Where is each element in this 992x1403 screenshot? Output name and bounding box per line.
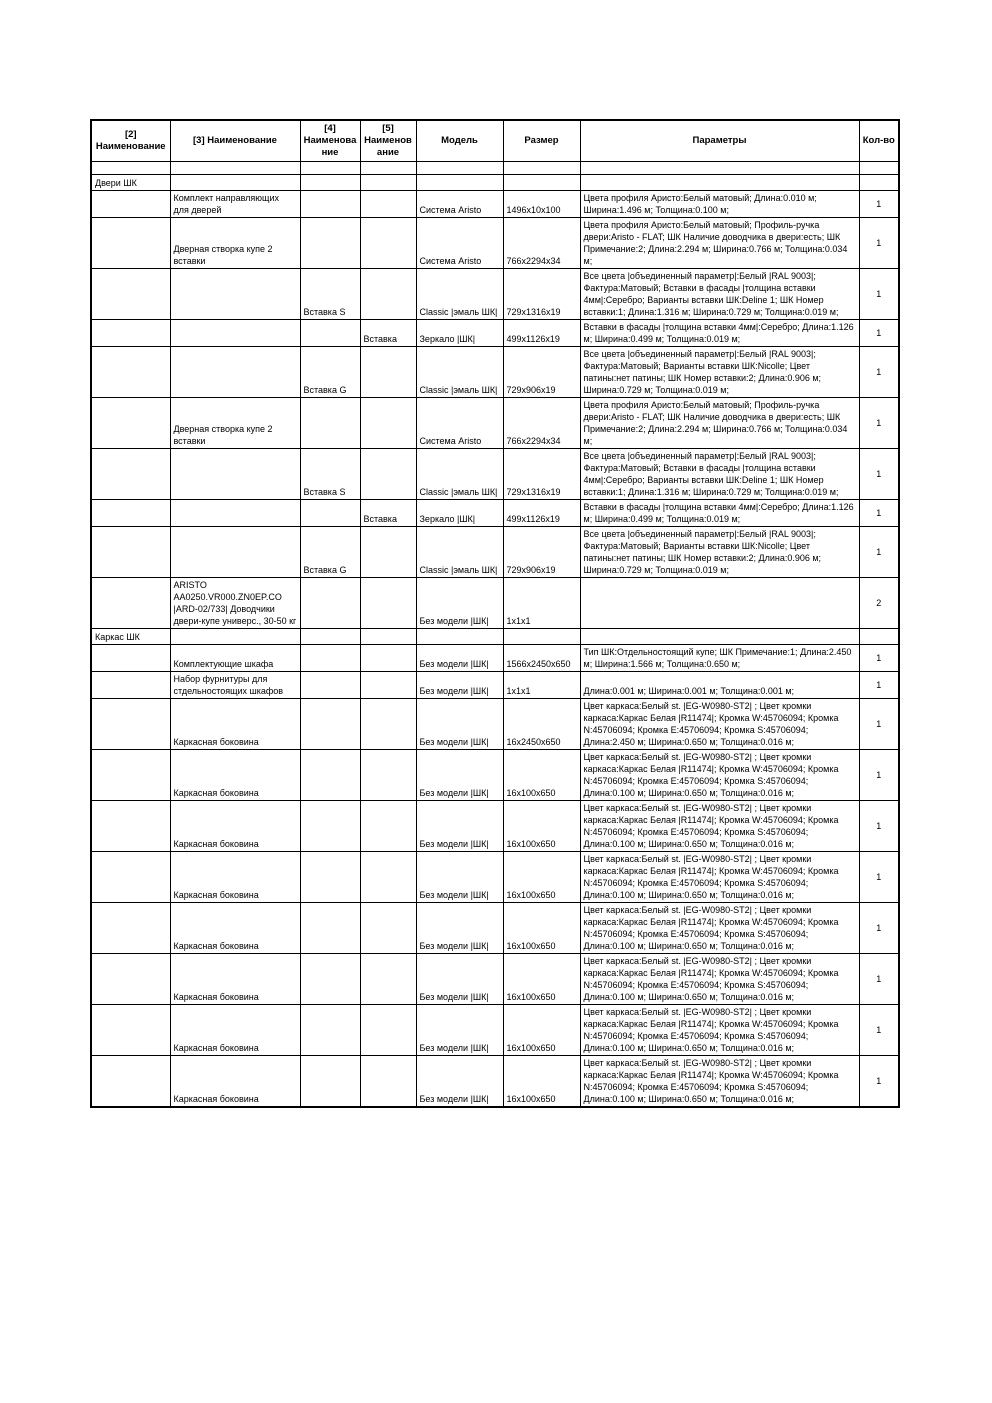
cell-name5 <box>360 699 416 750</box>
cell-name5: Вставка <box>360 320 416 347</box>
cell-name3 <box>170 500 300 527</box>
cell-params: Цвет каркаса:Белый st. |EG-W0980-ST2| ; Цвет кромки каркаса:Каркас Белая |R11474|; Кромка W:45706094; Кромка N:45706094; Кромка E:45706094; Кромка S:45706094; Длина:2.450 м; Ширина:0.650 м; Толщина:0.016 м; <box>580 699 859 750</box>
cell-name4 <box>300 750 360 801</box>
cell-params: Длина:0.001 м; Ширина:0.001 м; Толщина:0.001 м; <box>580 672 859 699</box>
cell-qty: 1 <box>859 320 899 347</box>
cell-size: 729x906x19 <box>503 347 580 398</box>
cell-name2 <box>91 191 170 218</box>
header-col2-label: Наименование <box>95 141 166 152</box>
cell-name5 <box>360 954 416 1005</box>
spacer-row <box>91 162 899 175</box>
cell-name5 <box>360 218 416 269</box>
cell-name5 <box>360 903 416 954</box>
item-row <box>91 750 899 801</box>
cell-model: Система Aristo <box>416 218 503 269</box>
section-row <box>91 629 899 645</box>
cell-name4 <box>300 1005 360 1056</box>
cell-name4 <box>300 1056 360 1108</box>
cell-name4 <box>300 398 360 449</box>
cell-name2 <box>91 449 170 500</box>
cell-qty: 1 <box>859 852 899 903</box>
header-col4-name <box>300 120 360 162</box>
cell-model <box>416 175 503 191</box>
cell-name3: Комплектующие шкафа <box>170 645 300 672</box>
cell-params <box>580 175 859 191</box>
cell-model: Без модели |ШК| <box>416 578 503 629</box>
cell-model <box>416 162 503 175</box>
item-row <box>91 1056 899 1108</box>
cell-model: Без модели |ШК| <box>416 852 503 903</box>
cell-qty: 1 <box>859 903 899 954</box>
cell-qty <box>859 162 899 175</box>
header-params: Параметры <box>580 120 859 162</box>
cell-qty: 1 <box>859 398 899 449</box>
cell-size: 1x1x1 <box>503 672 580 699</box>
cell-name4 <box>300 191 360 218</box>
cell-name2: Каркас ШК <box>91 629 170 645</box>
cell-name4: Вставка S <box>300 269 360 320</box>
cell-name3 <box>170 347 300 398</box>
cell-name5 <box>360 449 416 500</box>
cell-name4 <box>300 801 360 852</box>
cell-name5 <box>360 347 416 398</box>
cell-size: 729x906x19 <box>503 527 580 578</box>
section-row <box>91 175 899 191</box>
cell-name5 <box>360 672 416 699</box>
cell-name4 <box>300 645 360 672</box>
cell-params: Вставки в фасады |толщина вставки 4мм|:Серебро; Длина:1.126 м; Ширина:0.499 м; Толщина:0.019 м; <box>580 500 859 527</box>
cell-name2 <box>91 1056 170 1108</box>
cell-name2 <box>91 1005 170 1056</box>
cell-name2 <box>91 852 170 903</box>
header-col2-name <box>91 120 170 162</box>
header-qty: Кол-во <box>859 120 899 162</box>
cell-model: Classic |эмаль ШК| <box>416 527 503 578</box>
cell-size: 499x1126x19 <box>503 320 580 347</box>
cell-params <box>580 578 859 629</box>
cell-qty: 1 <box>859 500 899 527</box>
cell-name2 <box>91 645 170 672</box>
cell-params <box>580 162 859 175</box>
cell-params: Цвета профиля Аристо:Белый матовый; Длина:0.010 м; Ширина:1.496 м; Толщина:0.100 м; <box>580 191 859 218</box>
cell-qty: 1 <box>859 527 899 578</box>
cell-size: 16x100x650 <box>503 1005 580 1056</box>
cell-size: 1496x10x100 <box>503 191 580 218</box>
cell-model: Без модели |ШК| <box>416 645 503 672</box>
item-row <box>91 903 899 954</box>
cell-model: Classic |эмаль ШК| <box>416 347 503 398</box>
header-col2-tag: [2] <box>124 129 137 140</box>
cell-model: Classic |эмаль ШК| <box>416 449 503 500</box>
cell-size: 16x100x650 <box>503 801 580 852</box>
cell-model: Без модели |ШК| <box>416 801 503 852</box>
cell-name5: Вставка <box>360 500 416 527</box>
cell-model: Система Aristo <box>416 191 503 218</box>
cell-model: Без модели |ШК| <box>416 699 503 750</box>
cell-name4: Вставка S <box>300 449 360 500</box>
cell-params: Цвет каркаса:Белый st. |EG-W0980-ST2| ; Цвет кромки каркаса:Каркас Белая |R11474|; Кромка W:45706094; Кромка N:45706094; Кромка E:45706094; Кромка S:45706094; Длина:0.100 м; Ширина:0.650 м; Толщина:0.016 м; <box>580 954 859 1005</box>
cell-name3 <box>170 527 300 578</box>
header-col5-tag: [5] <box>382 123 394 134</box>
item-row <box>91 578 899 629</box>
cell-name2 <box>91 269 170 320</box>
cell-name2: Двери ШК <box>91 175 170 191</box>
cell-qty: 1 <box>859 449 899 500</box>
cell-name4 <box>300 500 360 527</box>
item-row <box>91 672 899 699</box>
cell-name3: Набор фурнитуры для стдельностоящих шкафов <box>170 672 300 699</box>
cell-name3 <box>170 320 300 347</box>
cell-size: 766x2294x34 <box>503 398 580 449</box>
cell-qty: 1 <box>859 269 899 320</box>
header-row <box>91 120 899 162</box>
cell-params: Все цвета |объединенный параметр|:Белый |RAL 9003|; Фактура:Матовый; Варианты вставки ШК:Nicolle; Цвет патины:нет патины; ШК Номер вставки:2; Длина:0.906 м; Ширина:0.729 м; Толщина:0.019 м; <box>580 527 859 578</box>
cell-size: 766x2294x34 <box>503 218 580 269</box>
cell-name4 <box>300 852 360 903</box>
header-col4-label: Наименование <box>303 135 357 158</box>
cell-name5 <box>360 527 416 578</box>
cell-name5 <box>360 162 416 175</box>
item-row <box>91 527 899 578</box>
cell-name5 <box>360 801 416 852</box>
cell-size <box>503 175 580 191</box>
cell-name3: ARISTO AA0250.VR000.ZN0EP.CO |ARD-02/733| Доводчики двери-купе универс., 30-50 кг <box>170 578 300 629</box>
cell-name2 <box>91 954 170 1005</box>
cell-name4 <box>300 218 360 269</box>
cell-params: Цвета профиля Аристо:Белый матовый; Профиль-ручка двери:Aristo - FLAT; ШК Наличие доводчика в двери:есть; ШК Примечание:2; Длина:2.294 м; Ширина:0.766 м; Толщина:0.034 м; <box>580 218 859 269</box>
cell-name2 <box>91 672 170 699</box>
cell-qty: 1 <box>859 801 899 852</box>
cell-qty: 1 <box>859 750 899 801</box>
cell-size: 16x100x650 <box>503 750 580 801</box>
cell-name2 <box>91 347 170 398</box>
cell-qty: 2 <box>859 578 899 629</box>
cell-name5 <box>360 175 416 191</box>
cell-qty: 1 <box>859 347 899 398</box>
cell-model: Без модели |ШК| <box>416 1056 503 1108</box>
cell-name2 <box>91 750 170 801</box>
cell-params: Цвет каркаса:Белый st. |EG-W0980-ST2| ; Цвет кромки каркаса:Каркас Белая |R11474|; Кромка W:45706094; Кромка N:45706094; Кромка E:45706094; Кромка S:45706094; Длина:0.100 м; Ширина:0.650 м; Толщина:0.016 м; <box>580 903 859 954</box>
item-row <box>91 1005 899 1056</box>
cell-name2 <box>91 903 170 954</box>
cell-name4 <box>300 320 360 347</box>
cell-params: Все цвета |объединенный параметр|:Белый |RAL 9003|; Фактура:Матовый; Вставки в фасады |толщина вставки 4мм|:Серебро; Варианты вставки ШК:Deline 1; ШК Номер вставки:1; Длина:1.316 м; Ширина:0.729 м; Толщина:0.019 м; <box>580 449 859 500</box>
cell-params: Цвет каркаса:Белый st. |EG-W0980-ST2| ; Цвет кромки каркаса:Каркас Белая |R11474|; Кромка W:45706094; Кромка N:45706094; Кромка E:45706094; Кромка S:45706094; Длина:0.100 м; Ширина:0.650 м; Толщина:0.016 м; <box>580 801 859 852</box>
cell-name3 <box>170 629 300 645</box>
cell-name4 <box>300 672 360 699</box>
cell-size: 1566x2450x650 <box>503 645 580 672</box>
specification-table <box>90 119 900 1108</box>
cell-size: 16x100x650 <box>503 903 580 954</box>
item-row <box>91 347 899 398</box>
cell-qty: 1 <box>859 191 899 218</box>
cell-model: Без модели |ШК| <box>416 1005 503 1056</box>
cell-name4: Вставка G <box>300 527 360 578</box>
cell-name4 <box>300 578 360 629</box>
cell-qty <box>859 629 899 645</box>
cell-name4: Вставка G <box>300 347 360 398</box>
cell-name4 <box>300 954 360 1005</box>
cell-name5 <box>360 1005 416 1056</box>
cell-name3: Каркасная боковина <box>170 750 300 801</box>
cell-size <box>503 162 580 175</box>
cell-name3: Каркасная боковина <box>170 801 300 852</box>
cell-name3: Каркасная боковина <box>170 1056 300 1108</box>
cell-name4 <box>300 903 360 954</box>
cell-name2 <box>91 801 170 852</box>
cell-name3 <box>170 175 300 191</box>
cell-name3 <box>170 269 300 320</box>
item-row <box>91 449 899 500</box>
cell-name3: Дверная створка купе 2 вставки <box>170 218 300 269</box>
header-col5-name <box>360 120 416 162</box>
cell-name3: Каркасная боковина <box>170 699 300 750</box>
cell-qty: 1 <box>859 699 899 750</box>
cell-qty: 1 <box>859 1005 899 1056</box>
cell-name3: Каркасная боковина <box>170 852 300 903</box>
cell-size: 499x1126x19 <box>503 500 580 527</box>
header-col4-tag: [4] <box>324 123 336 134</box>
cell-qty: 1 <box>859 218 899 269</box>
cell-qty: 1 <box>859 954 899 1005</box>
cell-params <box>580 629 859 645</box>
cell-params: Цвет каркаса:Белый st. |EG-W0980-ST2| ; Цвет кромки каркаса:Каркас Белая |R11474|; Кромка W:45706094; Кромка N:45706094; Кромка E:45706094; Кромка S:45706094; Длина:0.100 м; Ширина:0.650 м; Толщина:0.016 м; <box>580 1005 859 1056</box>
cell-name2 <box>91 578 170 629</box>
cell-params: Цвет каркаса:Белый st. |EG-W0980-ST2| ; Цвет кромки каркаса:Каркас Белая |R11474|; Кромка W:45706094; Кромка N:45706094; Кромка E:45706094; Кромка S:45706094; Длина:0.100 м; Ширина:0.650 м; Толщина:0.016 м; <box>580 1056 859 1108</box>
cell-name5 <box>360 1056 416 1108</box>
cell-name5 <box>360 191 416 218</box>
cell-name3 <box>170 162 300 175</box>
cell-size <box>503 629 580 645</box>
cell-name2 <box>91 527 170 578</box>
item-row <box>91 645 899 672</box>
cell-name2 <box>91 162 170 175</box>
cell-name5 <box>360 398 416 449</box>
table-body <box>91 162 899 1108</box>
item-row <box>91 191 899 218</box>
cell-size: 16x2450x650 <box>503 699 580 750</box>
cell-name5 <box>360 629 416 645</box>
cell-size: 729x1316x19 <box>503 269 580 320</box>
cell-qty: 1 <box>859 672 899 699</box>
item-row <box>91 269 899 320</box>
cell-size: 1x1x1 <box>503 578 580 629</box>
cell-params: Цвет каркаса:Белый st. |EG-W0980-ST2| ; Цвет кромки каркаса:Каркас Белая |R11474|; Кромка W:45706094; Кромка N:45706094; Кромка E:45706094; Кромка S:45706094; Длина:0.100 м; Ширина:0.650 м; Толщина:0.016 м; <box>580 852 859 903</box>
cell-name3: Каркасная боковина <box>170 954 300 1005</box>
item-row <box>91 699 899 750</box>
cell-model: Без модели |ШК| <box>416 954 503 1005</box>
cell-qty <box>859 175 899 191</box>
item-row <box>91 218 899 269</box>
cell-name3: Комплект направляющих для дверей <box>170 191 300 218</box>
cell-name5 <box>360 750 416 801</box>
cell-model: Зеркало |ШК| <box>416 320 503 347</box>
cell-name4 <box>300 175 360 191</box>
cell-params: Цвет каркаса:Белый st. |EG-W0980-ST2| ; Цвет кромки каркаса:Каркас Белая |R11474|; Кромка W:45706094; Кромка N:45706094; Кромка E:45706094; Кромка S:45706094; Длина:0.100 м; Ширина:0.650 м; Толщина:0.016 м; <box>580 750 859 801</box>
cell-size: 16x100x650 <box>503 954 580 1005</box>
item-row <box>91 801 899 852</box>
header-model: Модель <box>416 120 503 162</box>
cell-model: Система Aristo <box>416 398 503 449</box>
item-row <box>91 954 899 1005</box>
cell-name3 <box>170 449 300 500</box>
cell-name4 <box>300 629 360 645</box>
cell-qty: 1 <box>859 645 899 672</box>
cell-size: 16x100x650 <box>503 852 580 903</box>
item-row <box>91 320 899 347</box>
cell-size: 16x100x650 <box>503 1056 580 1108</box>
cell-name5 <box>360 645 416 672</box>
cell-name3: Каркасная боковина <box>170 903 300 954</box>
cell-name2 <box>91 699 170 750</box>
cell-name2 <box>91 500 170 527</box>
cell-size: 729x1316x19 <box>503 449 580 500</box>
header-col3-name: [3] Наименование <box>170 120 300 162</box>
item-row <box>91 398 899 449</box>
cell-name2 <box>91 218 170 269</box>
cell-model: Зеркало |ШК| <box>416 500 503 527</box>
cell-name5 <box>360 578 416 629</box>
cell-params: Все цвета |объединенный параметр|:Белый |RAL 9003|; Фактура:Матовый; Варианты вставки ШК:Nicolle; Цвет патины:нет патины; ШК Номер вставки:2; Длина:0.906 м; Ширина:0.729 м; Толщина:0.019 м; <box>580 347 859 398</box>
cell-name3: Каркасная боковина <box>170 1005 300 1056</box>
cell-name4 <box>300 699 360 750</box>
cell-params: Вставки в фасады |толщина вставки 4мм|:Серебро; Длина:1.126 м; Ширина:0.499 м; Толщина:0.019 м; <box>580 320 859 347</box>
cell-params: Тип ШК:Отдельностоящий купе; ШК Примечание:1; Длина:2.450 м; Ширина:1.566 м; Толщина:0.650 м; <box>580 645 859 672</box>
cell-model: Без модели |ШК| <box>416 903 503 954</box>
cell-name5 <box>360 852 416 903</box>
cell-name2 <box>91 320 170 347</box>
header-size: Размер <box>503 120 580 162</box>
cell-params: Цвета профиля Аристо:Белый матовый; Профиль-ручка двери:Aristo - FLAT; ШК Наличие доводчика в двери:есть; ШК Примечание:2; Длина:2.294 м; Ширина:0.766 м; Толщина:0.034 м; <box>580 398 859 449</box>
cell-params: Все цвета |объединенный параметр|:Белый |RAL 9003|; Фактура:Матовый; Вставки в фасады |толщина вставки 4мм|:Серебро; Варианты вставки ШК:Deline 1; ШК Номер вставки:1; Длина:1.316 м; Ширина:0.729 м; Толщина:0.019 м; <box>580 269 859 320</box>
header-col5-label: Наименование <box>364 135 412 158</box>
cell-model: Без модели |ШК| <box>416 750 503 801</box>
cell-name3: Дверная створка купе 2 вставки <box>170 398 300 449</box>
item-row <box>91 852 899 903</box>
cell-name4 <box>300 162 360 175</box>
item-row <box>91 500 899 527</box>
cell-model: Без модели |ШК| <box>416 672 503 699</box>
cell-name2 <box>91 398 170 449</box>
cell-name5 <box>360 269 416 320</box>
cell-model <box>416 629 503 645</box>
cell-model: Classic |эмаль ШК| <box>416 269 503 320</box>
cell-qty: 1 <box>859 1056 899 1108</box>
